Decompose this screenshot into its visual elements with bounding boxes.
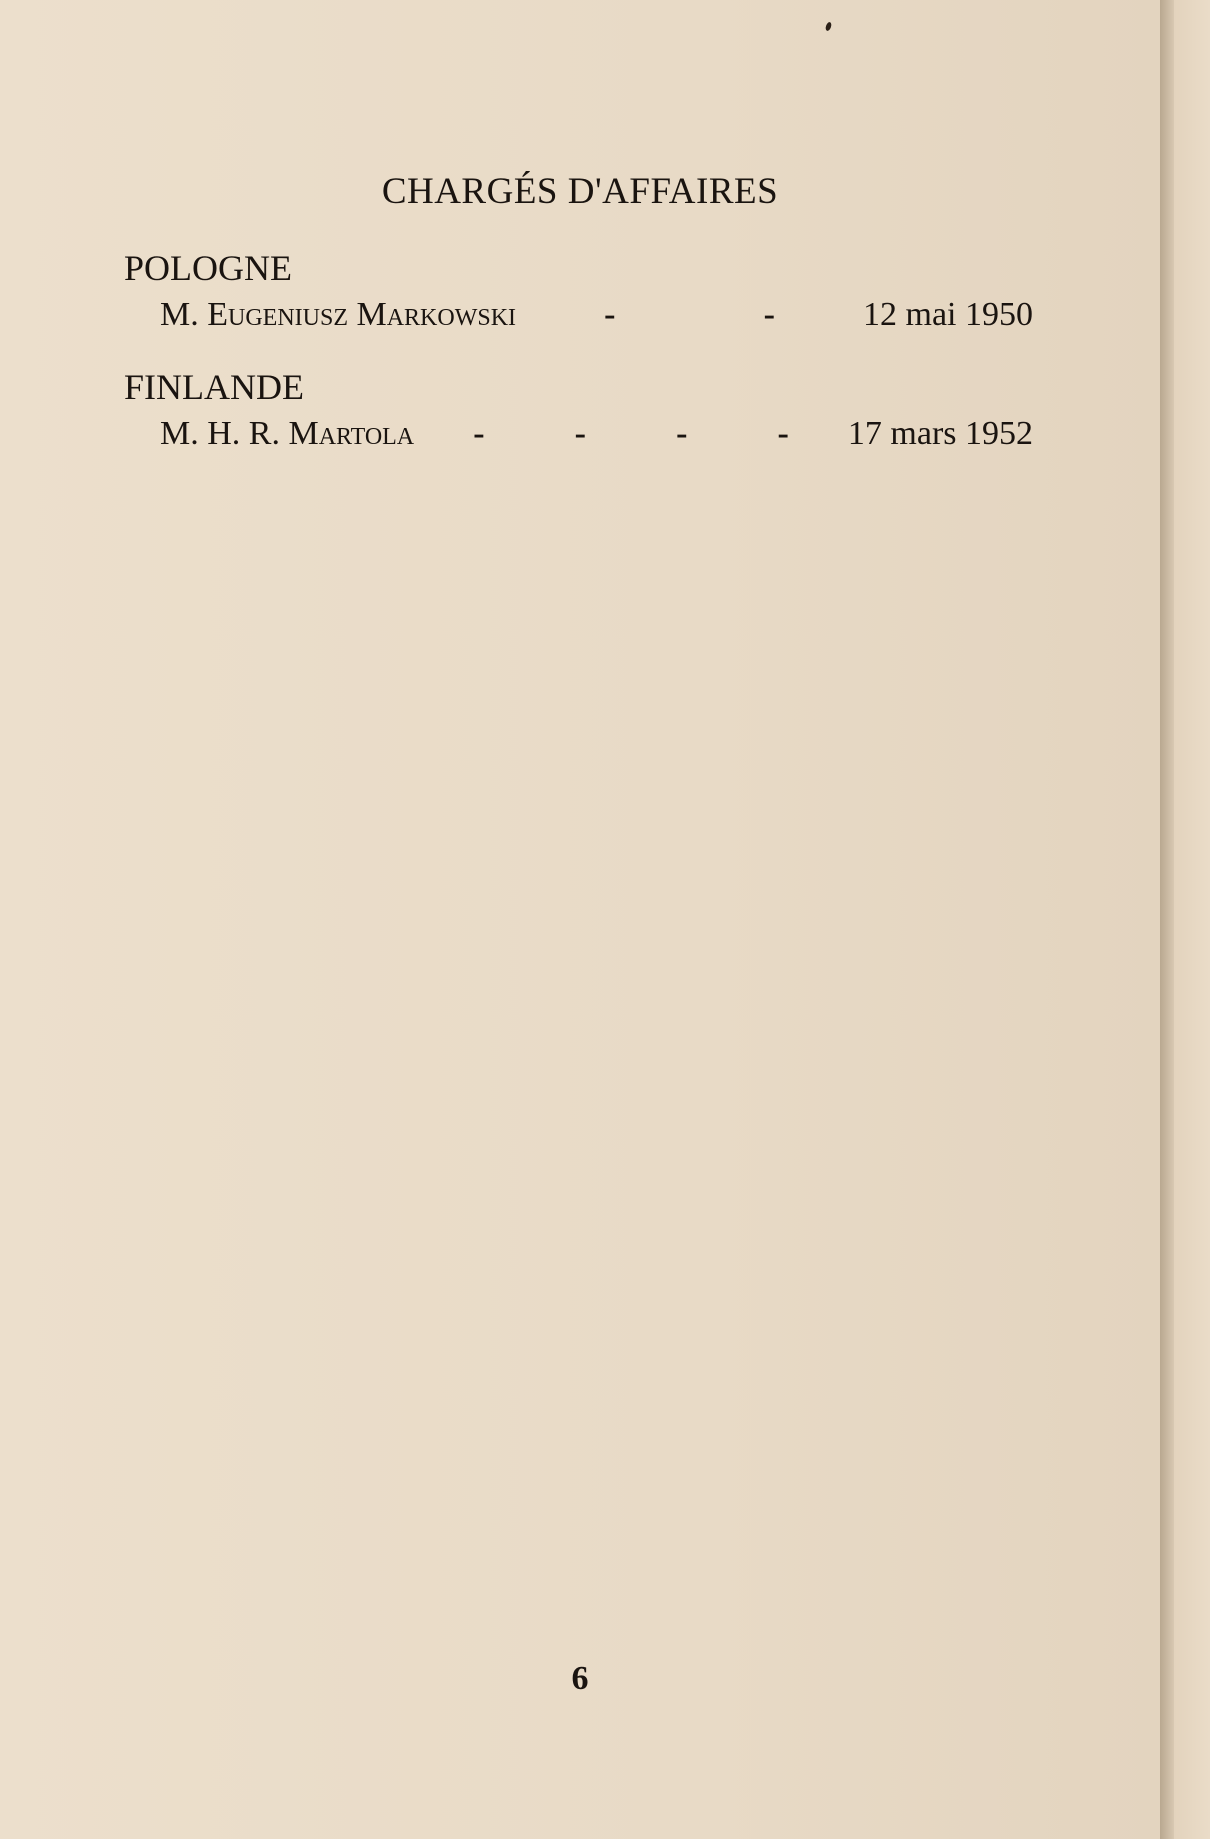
envoy-name: M. H. R. Martola	[160, 415, 415, 452]
country-finlande: FINLANDE	[124, 367, 304, 407]
envoy-name: M. Eugeniusz Markowski	[160, 296, 517, 333]
country-pologne: POLOGNE	[124, 248, 292, 288]
entry-row	[160, 415, 1033, 453]
appointment-date: 17 mars 1952	[847, 415, 1033, 452]
page-number: 6	[571, 1660, 589, 1697]
entry-row	[160, 296, 1033, 334]
leader-dashes: - - - -	[473, 415, 789, 452]
appointment-date: 12 mai 1950	[863, 296, 1033, 333]
adjacent-page-edge	[1174, 0, 1210, 1839]
gutter-shadow	[1160, 0, 1174, 1839]
ink-speck	[825, 21, 833, 31]
leader-dashes: - -	[604, 296, 775, 333]
section-heading: CHARGÉS D'AFFAIRES	[381, 171, 779, 212]
